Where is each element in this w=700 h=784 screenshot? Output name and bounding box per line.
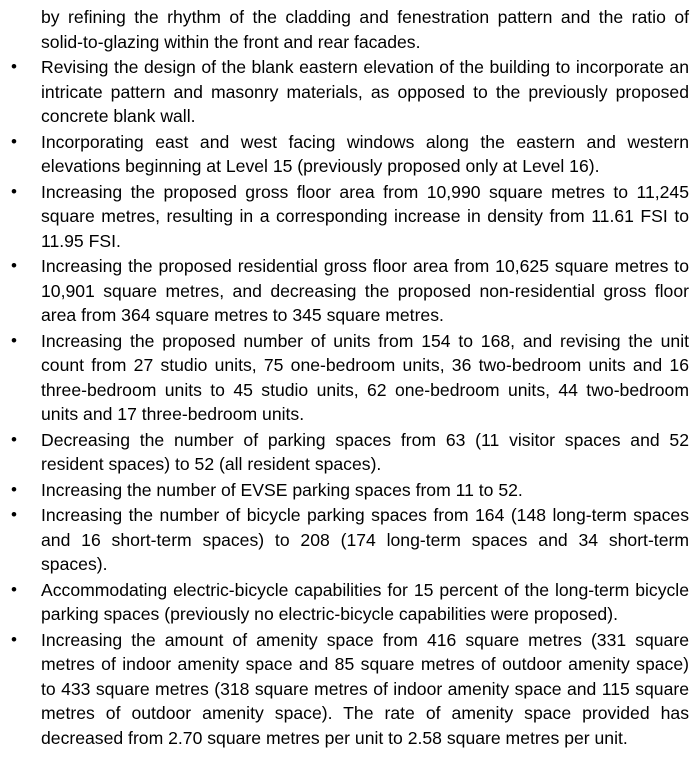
bullet-icon: •: [11, 629, 17, 649]
list-item-text: Increasing the proposed number of units from 154 to 168, and revising the unit count from 27 studio units, 75 one-bedroom units, 36 two-bedroom units and 16 three-bedroom units to 45 studio units, 62 one-bedroom units, 44 two-bedroom units and 17 three-bedroom units.: [41, 330, 689, 424]
list-item-text: Increasing the number of bicycle parking spaces from 164 (148 long-term spaces and 16 short-term spaces) to 208 (174 long-term spaces and 34 short-term spaces).: [41, 505, 689, 574]
bullet-icon: •: [11, 330, 17, 350]
list-item: [0, 254, 700, 328]
list-item-text: Increasing the number of EVSE parking spaces from 11 to 52.: [41, 479, 523, 500]
list-item: [0, 503, 700, 577]
list-item: [0, 329, 700, 427]
list-item: [0, 628, 700, 751]
list-item-text: Incorporating east and west facing windows along the eastern and western elevations beginning at Level 15 (previously proposed only at Level 16).: [41, 131, 689, 176]
list-item: [0, 578, 700, 627]
bullet-icon: •: [11, 57, 17, 76]
list-item: [0, 130, 700, 179]
bullet-icon: •: [11, 256, 17, 275]
intro-paragraph: by refining the rhythm of the cladding and fenestration pattern and the ratio of solid-to-glazing within the front and rear facades.: [41, 7, 689, 52]
list-item: [0, 180, 700, 254]
bullet-icon: •: [11, 429, 17, 449]
bullet-icon: •: [11, 579, 17, 599]
list-item-text: Increasing the proposed residential gross floor area from 10,625 square metres to 10,901 square metres, and decreasing the proposed non-residential gross floor area from 364 square metres to 345 square metres.: [41, 256, 689, 325]
document-page: [0, 5, 700, 750]
bullet-icon: •: [11, 181, 17, 201]
list-item-text: Increasing the amount of amenity space from 416 square metres (331 square metres of indoor amenity space and 85 square metres of outdoor amenity space) to 433 square metres (318 square metres of indoor amenity space and 115 square metres of outdoor amenity space). The rate of amenity space provided has decreased from 2.70 square metres per unit to 2.58 square metres per unit.: [41, 629, 689, 748]
list-item-text: Accommodating electric-bicycle capabilities for 15 percent of the long-term bicycle parking spaces (previously no electric-bicycle capabilities were proposed).: [41, 579, 689, 624]
bullet-icon: •: [11, 131, 17, 151]
list-item-text: Decreasing the number of parking spaces from 63 (11 visitor spaces and 52 resident spaces) to 52 (all resident spaces).: [41, 429, 689, 474]
changes-bullet-list: [0, 55, 700, 750]
list-item: [0, 428, 700, 477]
list-item-text: Increasing the proposed gross floor area from 10,990 square metres to 11,245 square metres, resulting in a corresponding increase in density from 11.61 FSI to 11.95 FSI.: [41, 181, 689, 251]
list-item-text: Revising the design of the blank eastern elevation of the building to incorporate an intricate pattern and masonry materials, as opposed to the previously proposed concrete blank wall.: [41, 57, 689, 126]
bullet-icon: •: [11, 505, 17, 524]
list-item: [0, 478, 700, 503]
list-item: [0, 55, 700, 129]
bullet-icon: •: [11, 479, 17, 499]
